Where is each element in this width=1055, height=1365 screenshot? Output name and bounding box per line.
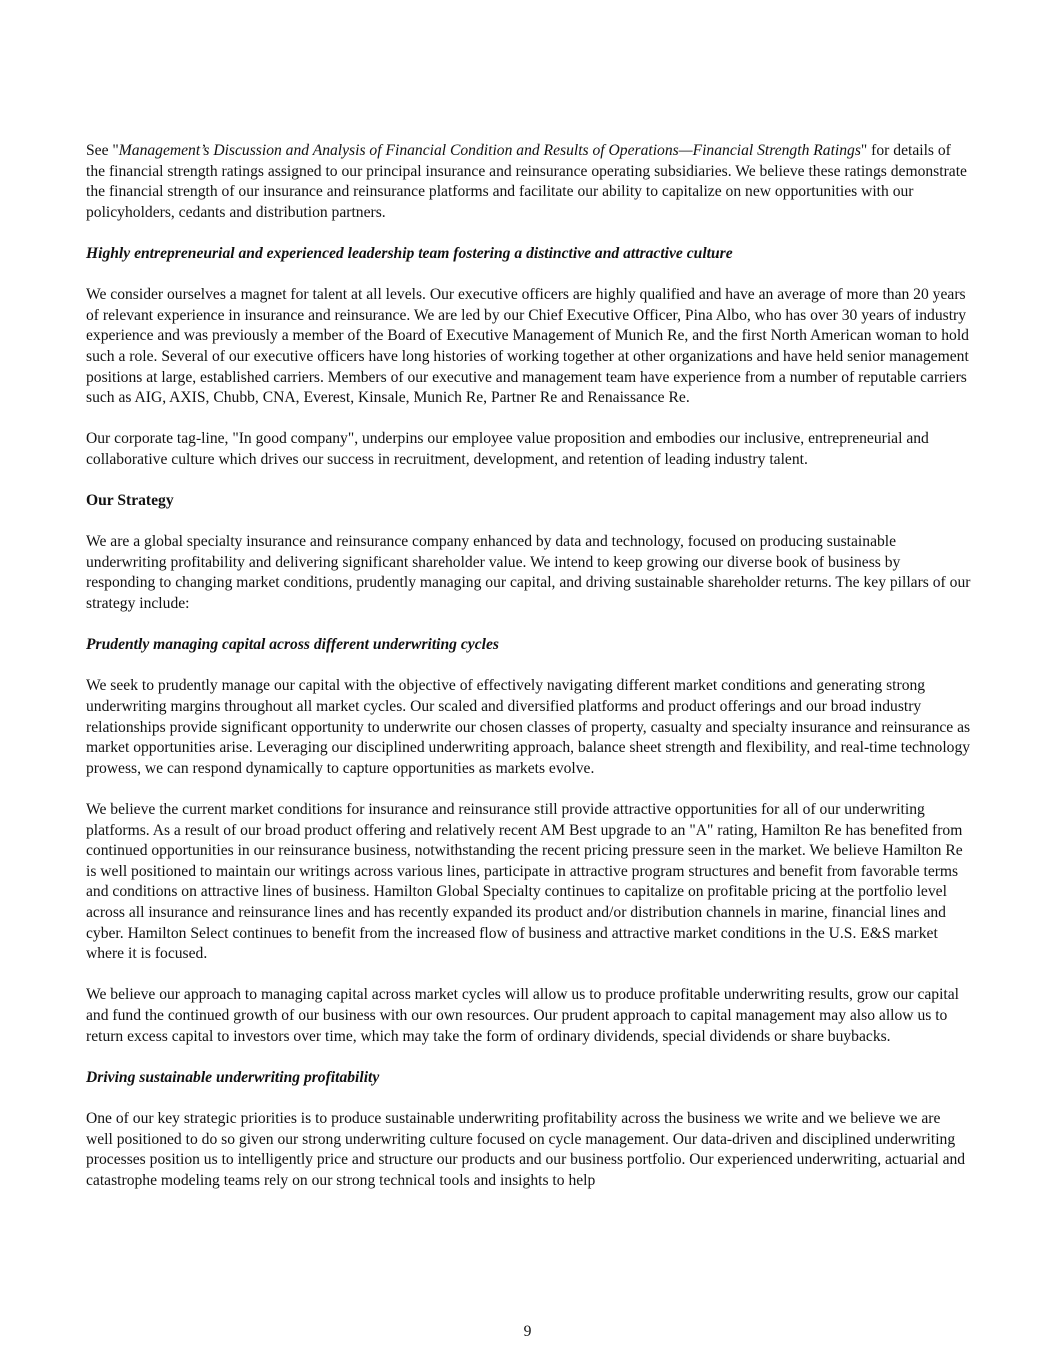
leadership-paragraph: We consider ourselves a magnet for talent at all levels. Our executive officers are highly qualified and have an average of more than 20 years of relevant experience in insurance and reinsurance. We are led by our Chief Executive Officer, Pina Albo, who has over 30 years of industry experience and was previously a member of the Board of Executive Management of Munich Re, and the first North American woman to hold such a role. Several of our executive officers have long histories of working together at other organizations and have held senior management positions at large, established carriers. Members of our executive and management team have experience from a number of reputable carriers such as AIG, AXIS, Chubb, CNA, Everest, Kinsale, Munich Re, Partner Re and Renaissance Re. xyxy=(86,286,969,407)
profitability-heading: Driving sustainable underwriting profitability xyxy=(86,1068,380,1086)
strategy-paragraph: We are a global specialty insurance and reinsurance company enhanced by data and technology, focused on producing sustainable underwriting profitability and delivering significant shareholder value. We intend to keep growing our diverse book of business by responding to changing market conditions, prudently managing our capital, and driving sustainable shareholder returns. The key pillars of our strategy include: xyxy=(86,533,971,613)
capital-paragraph-2: We believe the current market conditions for insurance and reinsurance still provide attractive opportunities for all of our underwriting platforms. As a result of our broad product offering and relatively recent AM Best upgrade to an "A" rating, Hamilton Re has benefited from continued opportunities in our reinsurance business, notwithstanding the recent pricing pressure seen in the market. We believe Hamilton Re is well positioned to maintain our writings across various lines, participate in attractive program structures and benefit from favorable terms and conditions on attractive lines of business. Hamilton Global Specialty continues to capitalize on profitable pricing at the portfolio level across all insurance and reinsurance lines and has recently expanded its product and/or distribution channels in marine, financial lines and cyber. Hamilton Select continues to benefit from the increased flow of business and attractive market conditions in the U.S. E&S market where it is focused. xyxy=(86,801,963,963)
document-page xyxy=(86,141,971,1212)
ratings-reference: Management’s Discussion and Analysis of Financial Condition and Results of Operations—Financial Strength Ratings xyxy=(118,142,861,159)
strategy-heading: Our Strategy xyxy=(86,492,174,510)
leadership-heading: Highly entrepreneurial and experienced leadership team fostering a distinctive and attractive culture xyxy=(86,244,733,262)
profitability-paragraph: One of our key strategic priorities is to produce sustainable underwriting profitability across the business we write and we believe we are well positioned to do so given our strong underwriting culture focused on cycle management. Our data-driven and disciplined underwriting processes position us to intelligently price and structure our products and our business portfolio. Our experienced underwriting, actuarial and catastrophe modeling teams rely on our strong technical tools and insights to help xyxy=(86,1109,966,1189)
capital-paragraph-1: We seek to prudently manage our capital with the objective of effectively navigating different market conditions and generating strong underwriting margins throughout all market cycles. Our scaled and diversified platforms and product offerings and our broad industry relationships provide significant opportunity to underwrite our chosen classes of property, casualty and specialty insurance and reinsurance as market opportunities arise. Leveraging our disciplined underwriting approach, balance sheet strength and flexibility, and real-time technology prowess, we can respond dynamically to capture opportunities as markets evolve. xyxy=(86,677,971,777)
ratings-tail: " for details of the financial strength ratings assigned to our principal insurance and reinsurance operating subsidiaries. We believe these ratings demonstrate the financial strength of our insurance and reinsurance platforms and facilitate our ability to capitalize on new opportunities with our policyholders, cedants and distribution partners. xyxy=(86,142,967,221)
tagline-paragraph: Our corporate tag-line, "In good company", underpins our employee value proposition and embodies our inclusive, entrepreneurial and collaborative culture which drives our success in recruitment, development, and retention of leading industry talent. xyxy=(86,430,929,468)
page-number: 9 xyxy=(523,1323,532,1340)
capital-paragraph-3: We believe our approach to managing capital across market cycles will allow us to produce profitable underwriting results, grow our capital and fund the continued growth of our business with our own resources. Our prudent approach to capital management may also allow us to return excess capital to investors over time, which may take the form of ordinary dividends, special dividends or share buybacks. xyxy=(86,986,960,1045)
capital-heading: Prudently managing capital across different underwriting cycles xyxy=(86,636,499,654)
ratings-paragraph xyxy=(86,141,971,223)
ratings-lead: See " xyxy=(86,142,119,159)
